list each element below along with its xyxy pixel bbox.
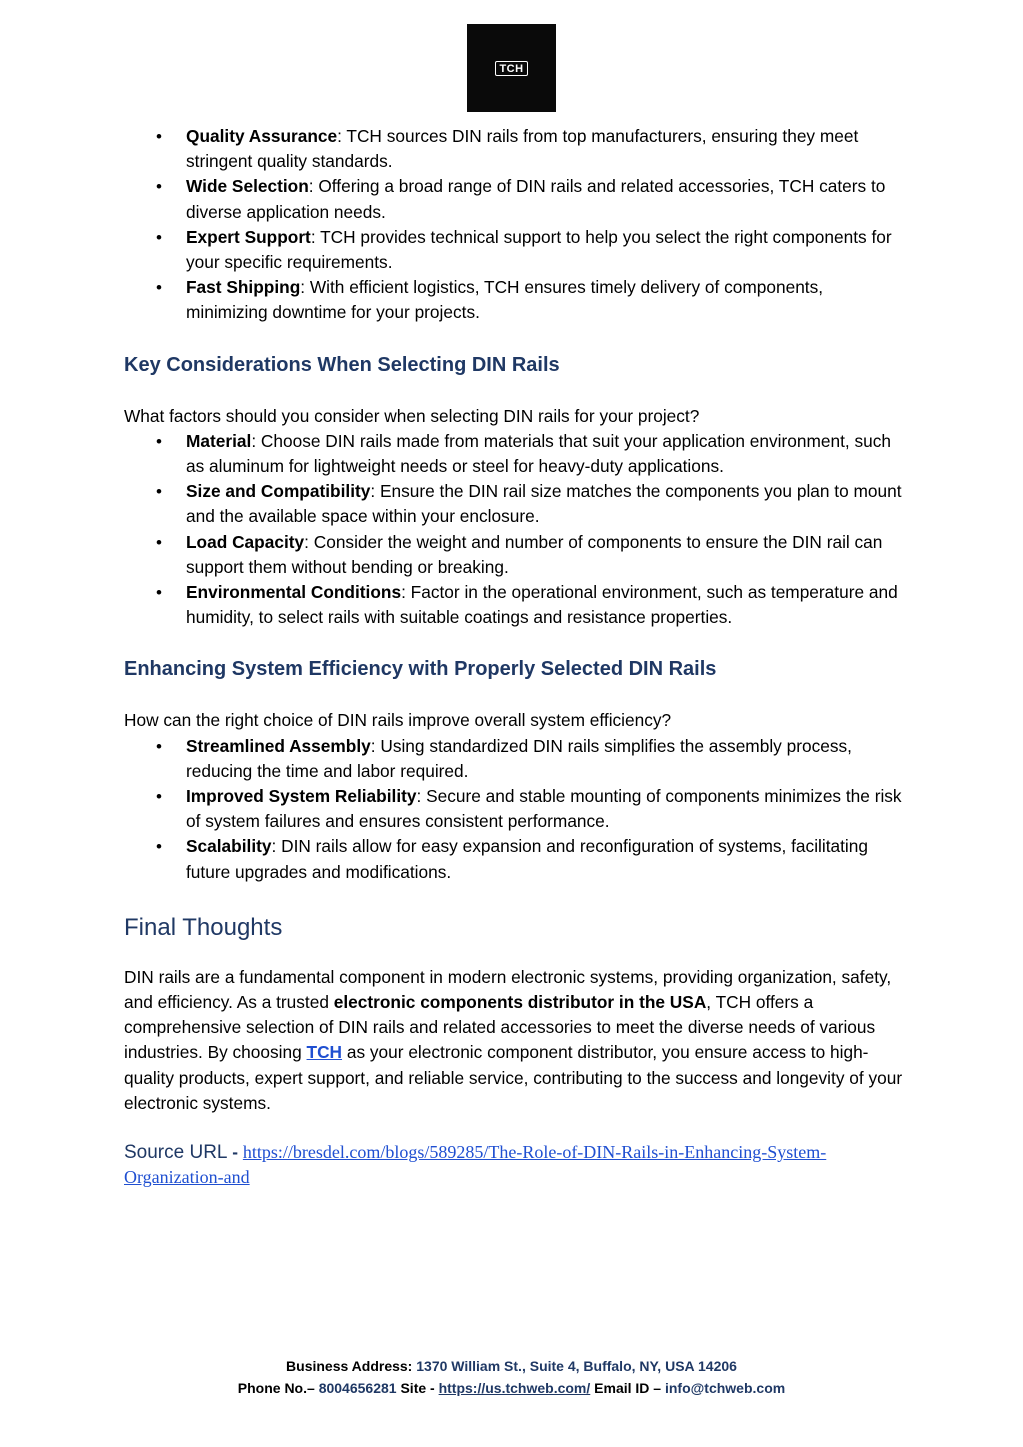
list-item-text: : With efficient logistics, TCH ensures timely delivery of components, minimizing downtime for your projects. [186, 277, 824, 323]
site-label: Site - [396, 1380, 439, 1396]
top-benefits-list [124, 124, 904, 326]
list-item-text: : TCH sources DIN rails from top manufacturers, ensuring they meet stringent quality standards. [186, 126, 859, 172]
bullet-icon: • [156, 278, 162, 298]
list-item-term: Scalability [186, 836, 272, 857]
source-label: Source URL [124, 1142, 228, 1164]
list-item-text: : Consider the weight and number of components to ensure the DIN rail can support them without bending or breaking. [186, 531, 883, 577]
source-url-link[interactable]: https://bresdel.com/blogs/589285/The-Role-of-DIN-Rails-in-Enhancing-System-Organization-and [124, 1142, 827, 1188]
list-item-text: : Choose DIN rails made from materials that suit your application environment, such as aluminum for lightweight needs or steel for heavy-duty applications. [186, 430, 891, 477]
list-item-term: Streamlined Assembly [186, 735, 371, 756]
list-item [124, 479, 904, 529]
list-item [124, 834, 904, 884]
paragraph-text: as your electronic component distributor, you ensure access to high-quality products, expert support, and reliable service, contributing to the success and longevity of your electronic systems. [124, 1042, 903, 1113]
list-item-text: : Offering a broad range of DIN rails and related accessories, TCH caters to diverse application needs. [186, 176, 886, 222]
email-value[interactable]: info@tchweb.com [664, 1380, 786, 1396]
section-heading-efficiency: Enhancing System Efficiency with Properly Selected DIN Rails [124, 658, 717, 681]
section-intro: How can the right choice of DIN rails improve overall system efficiency? [124, 710, 672, 731]
list-item [124, 784, 904, 834]
bullet-icon: • [156, 583, 162, 603]
list-item-term: Material [186, 430, 252, 451]
list-item [124, 275, 904, 325]
bullet-icon: • [156, 837, 162, 857]
efficiency-list [124, 734, 904, 885]
final-thoughts-paragraph [124, 965, 904, 1116]
list-item-term: Fast Shipping [186, 277, 301, 298]
address-label: Business Address: [286, 1358, 417, 1374]
paragraph-text: DIN rails are a fundamental component in modern electronic systems, providing organization, safety, and efficiency. As a trusted [124, 966, 892, 1013]
site-link[interactable]: https://us.tchweb.com/ [438, 1380, 591, 1396]
list-item-term: Expert Support [186, 226, 311, 247]
paragraph-bold-text[interactable]: electronic components distributor in the USA [333, 992, 707, 1013]
list-item [124, 124, 904, 174]
phone-label: Phone No [237, 1380, 304, 1396]
list-item-text: : Secure and stable mounting of components minimizes the risk of system failures and ensures consistent performance. [186, 786, 902, 832]
tch-link[interactable]: TCH [306, 1042, 343, 1063]
list-item [124, 225, 904, 275]
section-intro: What factors should you consider when selecting DIN rails for your project? [124, 405, 700, 426]
list-item-term: Environmental Conditions [186, 582, 402, 603]
list-item [124, 734, 904, 784]
list-item-term: Quality Assurance [186, 126, 338, 146]
bullet-icon: • [156, 127, 162, 146]
paragraph-text: , TCH offers a comprehensive selection of DIN rails and related accessories to meet the diverse needs of various industries. By choosing [124, 992, 876, 1063]
list-item-term: Wide Selection [186, 176, 309, 197]
list-item-text: : TCH provides technical support to help you select the right components for your specific requirements. [186, 226, 892, 273]
list-item-term: Size and Compatibility [186, 481, 371, 502]
address-value: 1370 William St., Suite 4, Buffalo, NY, USA 14206 [416, 1358, 737, 1374]
bullet-icon: • [156, 736, 162, 756]
list-item [124, 429, 904, 479]
bullet-icon: • [156, 787, 162, 807]
tch-logo [467, 24, 556, 112]
list-item-term: Load Capacity [186, 531, 305, 552]
email-label: Email ID – [590, 1380, 665, 1396]
list-item-text: : Using standardized DIN rails simplifies the assembly process, reducing the time and labor required. [186, 735, 852, 781]
list-item [124, 580, 904, 630]
footer-address-line [0, 1355, 1023, 1377]
phone-separator: .– [303, 1380, 319, 1396]
page-footer [0, 1355, 1023, 1399]
bullet-icon: • [156, 532, 162, 552]
bullet-icon: • [156, 431, 162, 451]
list-item [124, 174, 904, 224]
list-item-text: : DIN rails allow for easy expansion and reconfiguration of systems, facilitating future upgrades and modifications. [186, 836, 868, 882]
list-item-text: : Factor in the operational environment, such as temperature and humidity, to select rails with suitable coatings and resistance properties. [186, 582, 898, 628]
document-body [124, 124, 904, 1190]
bullet-icon: • [156, 177, 162, 197]
list-item [124, 530, 904, 580]
final-thoughts-heading: Final Thoughts [124, 913, 283, 941]
key-considerations-list [124, 429, 904, 631]
section-heading-key-considerations: Key Considerations When Selecting DIN Rails [124, 353, 560, 376]
source-line [124, 1140, 904, 1190]
bullet-icon: • [156, 227, 162, 247]
list-item-term: Improved System Reliability [186, 786, 417, 807]
source-dash: - [227, 1142, 243, 1163]
phone-value: 8004656281 [318, 1380, 397, 1396]
bullet-icon: • [156, 482, 162, 502]
list-item-text: : Ensure the DIN rail size matches the components you plan to mount and the available space within your enclosure. [186, 481, 902, 527]
footer-contact-line [0, 1377, 1023, 1399]
logo-text: TCH [495, 61, 527, 76]
